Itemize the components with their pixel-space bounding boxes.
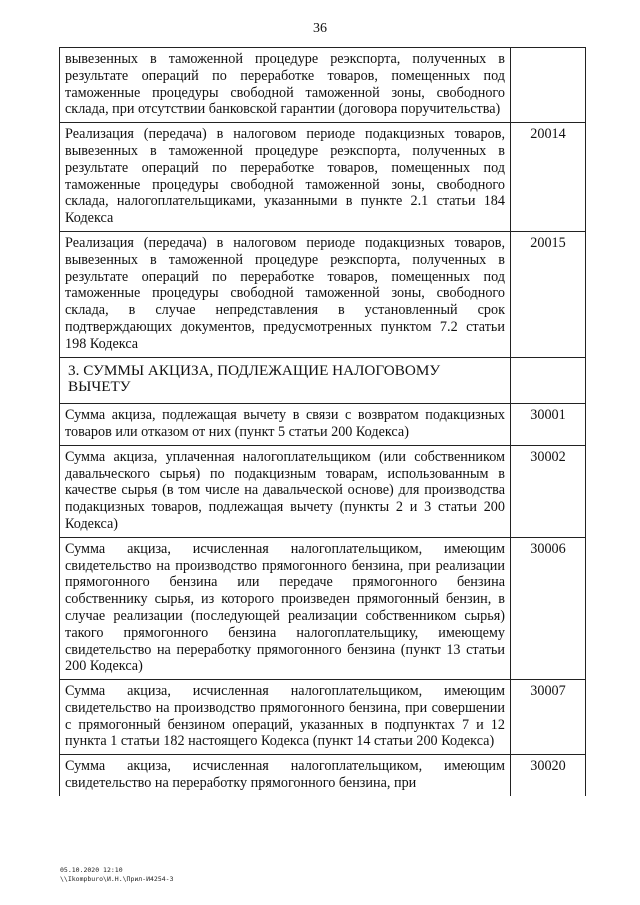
row-description: Сумма акциза, исчисленная налогоплательщиком, имеющим свидетельство на производство прямогонного бензина, при совершении с прямогонный бензином операций, указанных в подпунктах 7 и 12 пункта 1 статьи 182 настоящего Кодекса (пункт 14 статьи 200 Кодекса) [60,680,511,755]
row-description: Сумма акциза, исчисленная налогоплательщиком, имеющим свидетельство на производство прямогонного бензина, при реализации прямогонного бензина или передаче прямогонного бензина собственнику сырья, из которого произведен прямогонный бензин, в случае реализации (последующей реализации собственником сырья) такого прямогонного бензина налогоплательщику, имеющему свидетельство на переработку прямогонного бензина (пункт 13 статьи 200 Кодекса) [60,537,511,679]
row-code: 30002 [511,445,586,537]
row-code: 30007 [511,680,586,755]
row-description: Реализация (передача) в налоговом периоде подакцизных товаров, вывезенных в таможенной процедуре реэкспорта, полученных в результате операций по переработке товаров, помещенных под таможенные процедуры свободной таможенной зоны, свободного склада, в случае непредставления в установленный срок подтверждающих документов, предусмотренных пунктом 7.2 статьи 198 Кодекса [60,231,511,357]
table-row [60,445,586,537]
row-code: 30020 [511,755,586,796]
table-row [60,755,586,796]
codes-table-body [60,48,586,796]
row-code: 30006 [511,537,586,679]
table-row [60,404,586,446]
row-code [511,48,586,123]
footer-timestamp: 05.10.2020 12:10 [60,866,123,874]
row-code: 20014 [511,123,586,232]
row-description: вывезенных в таможенной процедуре реэкспорта, полученных в результате операций по переработке товаров, помещенных под таможенные процедуры свободной таможенной зоны, свободного склада, при отсутствии банковской гарантии (договора поручительства) [60,48,511,123]
document-footer [60,866,174,883]
section-heading-row [60,357,586,404]
table-row [60,680,586,755]
table-row [60,537,586,679]
row-description: Сумма акциза, исчисленная налогоплательщиком, имеющим свидетельство на переработку прямогонного бензина, при [60,755,511,796]
row-description: Сумма акциза, подлежащая вычету в связи с возвратом подакцизных товаров или отказом от них (пункт 5 статьи 200 Кодекса) [60,404,511,446]
table-row [60,231,586,357]
page-number: 36 [313,21,327,36]
table-row [60,123,586,232]
codes-table [59,47,586,796]
row-code: 30001 [511,404,586,446]
footer-file-path: \\Ikompburo\И.Н.\Прил-И4254-3 [60,874,174,883]
row-description: Сумма акциза, уплаченная налогоплательщиком (или собственником давальческого сырья) по подакцизным товарам, использованным в качестве сырья (в том числе на давальческой основе) для производства подакцизных товаров, подлежащая вычету (пункты 2 и 3 статьи 200 Кодекса) [60,445,511,537]
row-code [511,357,586,404]
section-heading: 3. СУММЫ АКЦИЗА, ПОДЛЕЖАЩИЕ НАЛОГОВОМУ ВЫЧЕТУ [60,357,511,404]
table-row [60,48,586,123]
row-code: 20015 [511,231,586,357]
row-description: Реализация (передача) в налоговом периоде подакцизных товаров, вывезенных в таможенной процедуре реэкспорта, полученных в результате операций по переработке товаров, помещенных под таможенные процедуры свободной таможенной зоны, свободного склада, налогоплательщиками, указанными в пункте 2.1 статьи 184 Кодекса [60,123,511,232]
